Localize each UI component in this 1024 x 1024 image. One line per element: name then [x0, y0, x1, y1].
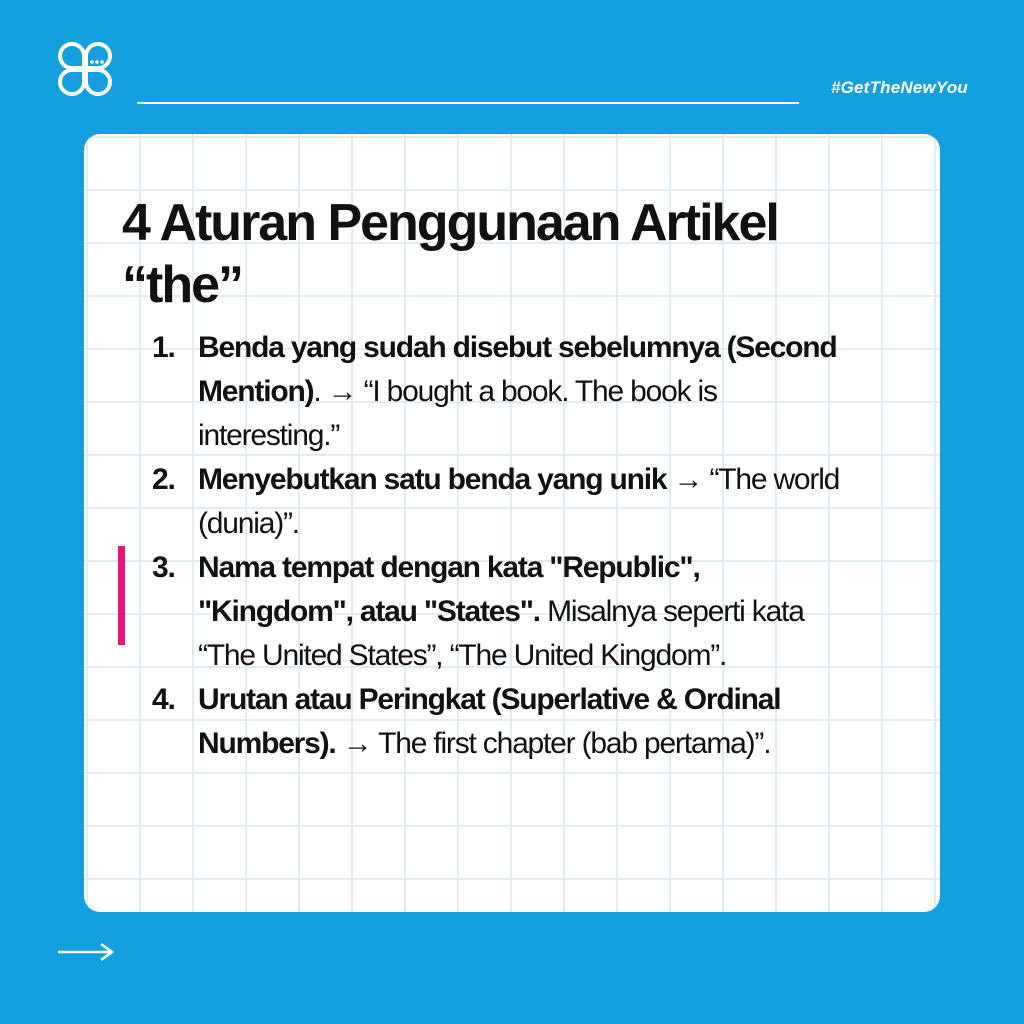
item-rest-text: → “The world (dunia)”.: [198, 463, 840, 540]
hashtag: #GetTheNewYou: [830, 78, 968, 97]
arrow-right-icon[interactable]: [56, 940, 116, 964]
item-text: [198, 678, 852, 766]
rules-list: [152, 326, 852, 766]
item-text: [198, 326, 852, 458]
item-text: [198, 546, 852, 678]
list-item: [152, 458, 852, 546]
slide-title: 4 Aturan Penggunaan Artikel “the”: [122, 194, 778, 314]
item-bold-text: Urutan atau Peringkat (Superlative & Ordinal Numbers).: [198, 683, 781, 760]
accent-marker: [118, 546, 125, 645]
item-rest-text: . → “I bought a book. The book is interesting.”: [198, 375, 717, 452]
item-bold-text: Menyebutkan satu benda yang unik: [198, 463, 667, 496]
list-item: [152, 546, 852, 678]
item-number: 4.: [152, 683, 175, 716]
item-rest-text: → The first chapter (bab pertama)”.: [335, 727, 771, 760]
item-bold-text: Benda yang sudah disebut sebelumnya (Second Mention): [198, 331, 837, 408]
header-divider: [137, 102, 799, 104]
clover-chat-icon: [56, 40, 114, 98]
item-number: 1.: [152, 331, 175, 364]
item-rest-text: Misalnya seperti kata “The United States”, “The United Kingdom”.: [198, 595, 804, 672]
item-number: 2.: [152, 463, 175, 496]
list-item: [152, 678, 852, 766]
item-text: [198, 458, 852, 546]
item-bold-text: Nama tempat dengan kata "Republic", "Kingdom", atau "States".: [198, 551, 700, 628]
item-number: 3.: [152, 551, 175, 584]
list-item: [152, 326, 852, 458]
